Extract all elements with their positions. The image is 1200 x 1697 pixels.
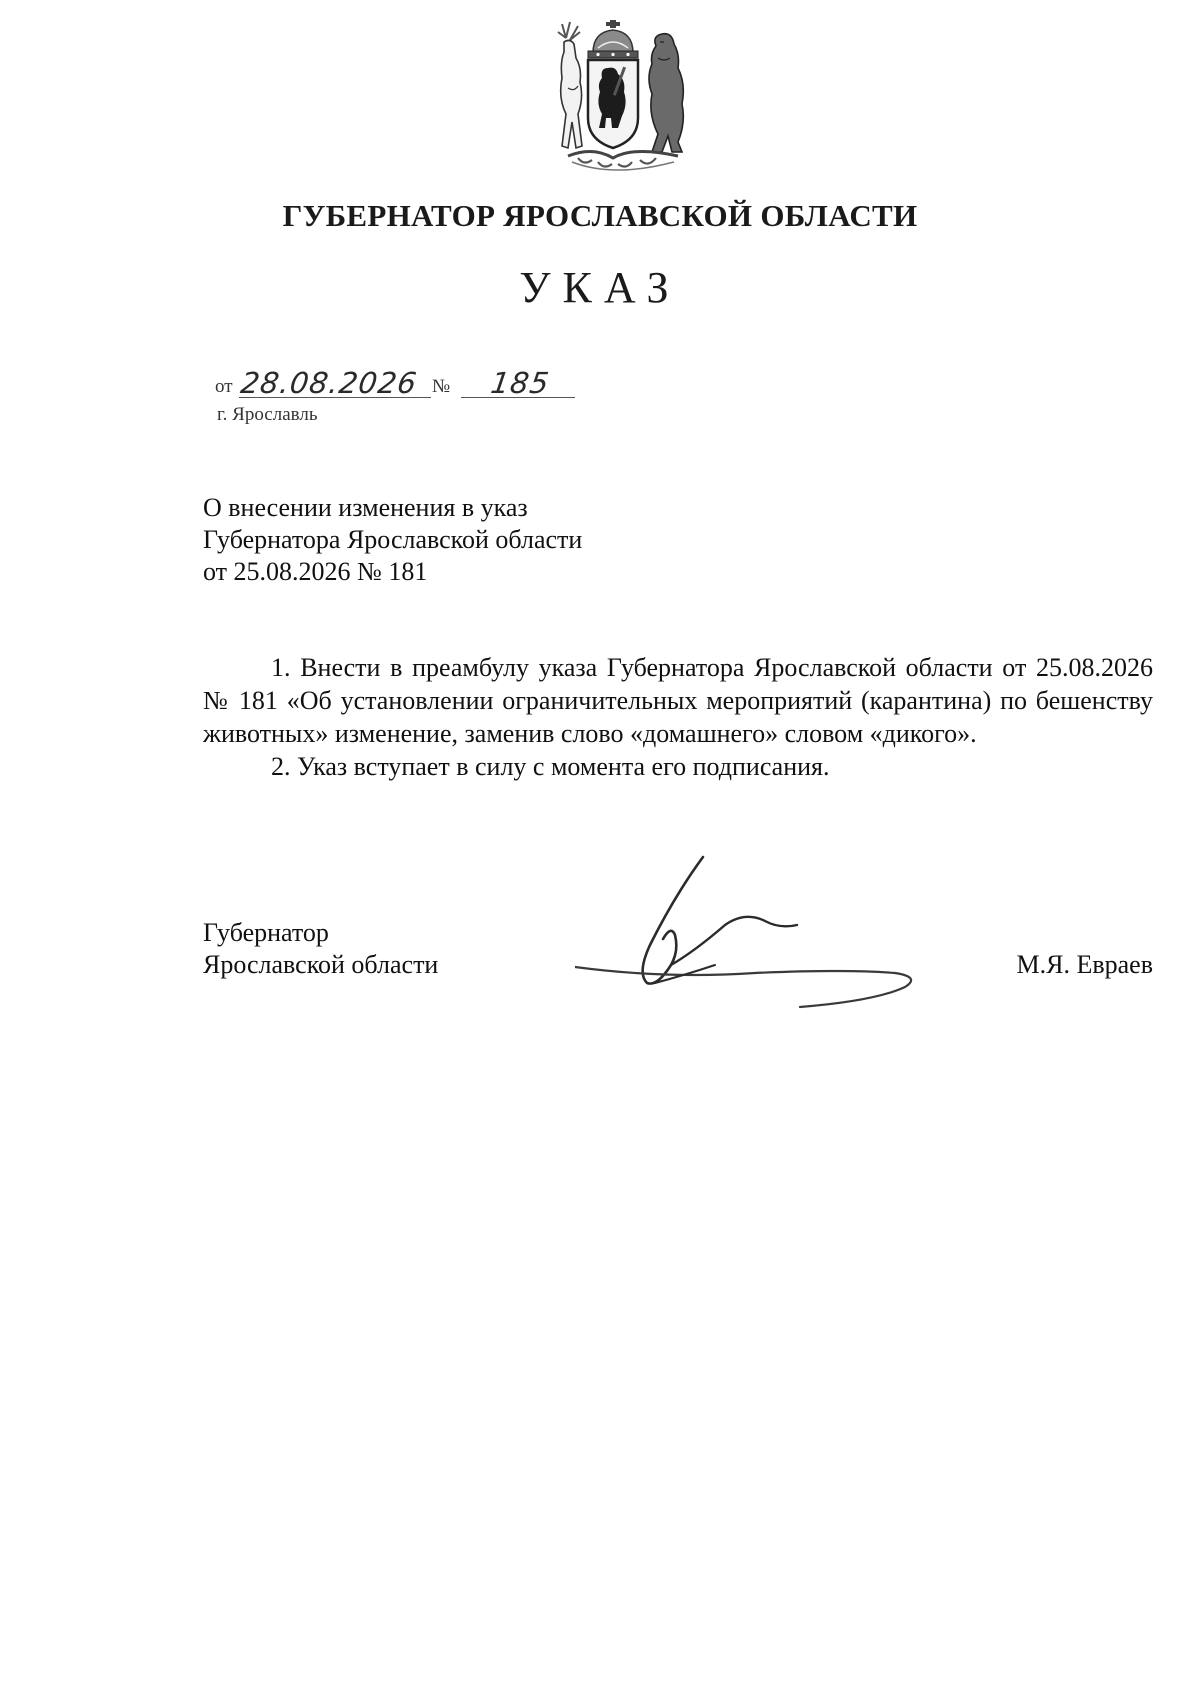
crown-icon [588,20,638,58]
handwritten-signature [575,855,945,1025]
bear-supporter-icon [649,34,683,152]
handwritten-number: 185 [488,366,552,400]
subject-line: Губернатора Ярославской области [203,525,583,554]
body-paragraph-1: 1. Внести в преамбулу указа Губернатора Ярославской области от 25.08.2026 № 181 «Об установлении ограничительных мероприятий (карантина) по бешенству животных» изменение, заменив слово «домашнего» словом «дикого». [203,653,1153,748]
subject-line: от 25.08.2026 № 181 [203,557,428,586]
decree-subject [203,492,803,588]
number-label: № [432,376,451,397]
body-paragraph-2: 2. Указ вступает в силу с момента его подписания. [271,752,830,781]
date-label: от [215,376,233,397]
issuing-authority: ГУБЕРНАТОР ЯРОСЛАВСКОЙ ОБЛАСТИ [282,198,918,233]
city-of-issue: г. Ярославль [217,404,318,425]
coat-of-arms-emblem [548,18,698,178]
oak-wreath-icon [568,151,678,170]
date-number-line [215,362,575,402]
signatory-title-line-2: Ярославской области [203,950,439,979]
signatory-title [203,917,438,981]
signatory-title-line-1: Губернатор [203,918,329,947]
deer-icon [558,22,582,148]
decree-body [203,651,1153,783]
shield-icon [588,60,638,148]
document-type-title: УКАЗ [519,263,681,312]
handwritten-date: 28.08.2026 [238,366,420,400]
subject-line: О внесении изменения в указ [203,493,528,522]
signatory-name: М.Я. Евраев [1016,950,1153,979]
